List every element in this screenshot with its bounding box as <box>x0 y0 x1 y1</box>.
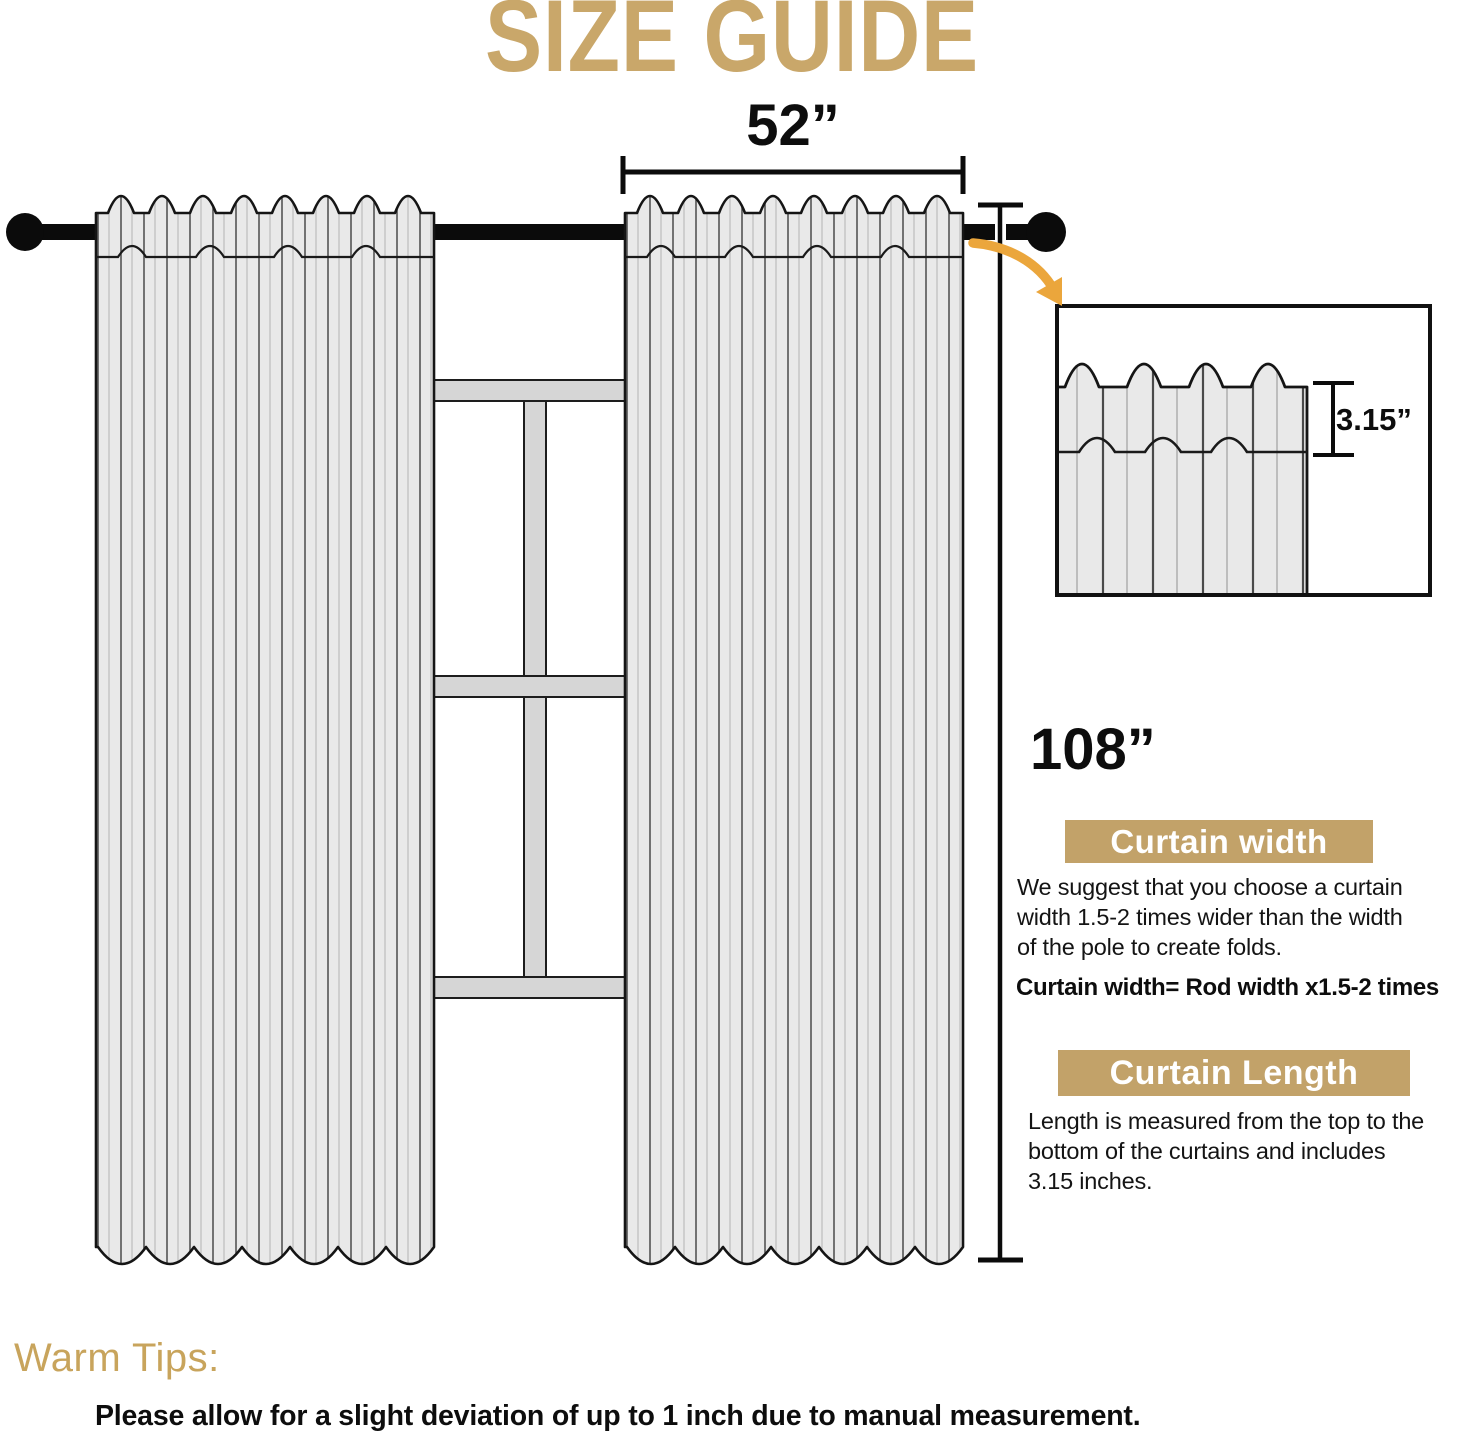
finial-icon <box>6 213 44 251</box>
curtain-length-line-1: Length is measured from the top to the <box>1028 1108 1425 1134</box>
curtain-width-line-1: We suggest that you choose a curtain <box>1017 874 1403 900</box>
header-measurement-label: 3.15” <box>1336 402 1412 437</box>
width-measurement-label: 52” <box>746 93 840 158</box>
warm-tips-label: Warm Tips: <box>14 1336 220 1380</box>
finial-icon <box>1026 212 1066 252</box>
curved-arrow-icon <box>973 243 1062 306</box>
window-icon <box>430 380 629 998</box>
curtain-length-line-2: bottom of the curtains and includes <box>1028 1138 1386 1164</box>
curtain-length-heading: Curtain Length <box>1058 1050 1410 1096</box>
page-title: SIZE GUIDE <box>485 0 979 93</box>
zoom-inset <box>1055 306 1430 600</box>
page-title-wrap <box>0 0 1464 95</box>
warm-tips-text: Please allow for a slight deviation of up to 1 inch due to manual measurement. <box>95 1400 1141 1432</box>
curtain-length-paragraph <box>1028 1106 1424 1196</box>
curtain-width-line-3: of the pole to create folds. <box>1017 934 1282 960</box>
curtain-width-paragraph <box>1017 872 1403 962</box>
curtain-width-formula: Curtain width= Rod width x1.5-2 times <box>1016 974 1439 1001</box>
dimension-line-length <box>978 205 1023 1260</box>
length-measurement-label: 108” <box>1030 717 1156 782</box>
dimension-line-width <box>623 156 963 194</box>
curtain-width-line-2: width 1.5-2 times wider than the width <box>1017 904 1403 930</box>
curtain-panel-right <box>625 196 963 1264</box>
curtain-panel-left <box>96 196 434 1264</box>
curtain-width-heading: Curtain width <box>1065 820 1373 863</box>
curtain-length-line-3: 3.15 inches. <box>1028 1168 1153 1194</box>
